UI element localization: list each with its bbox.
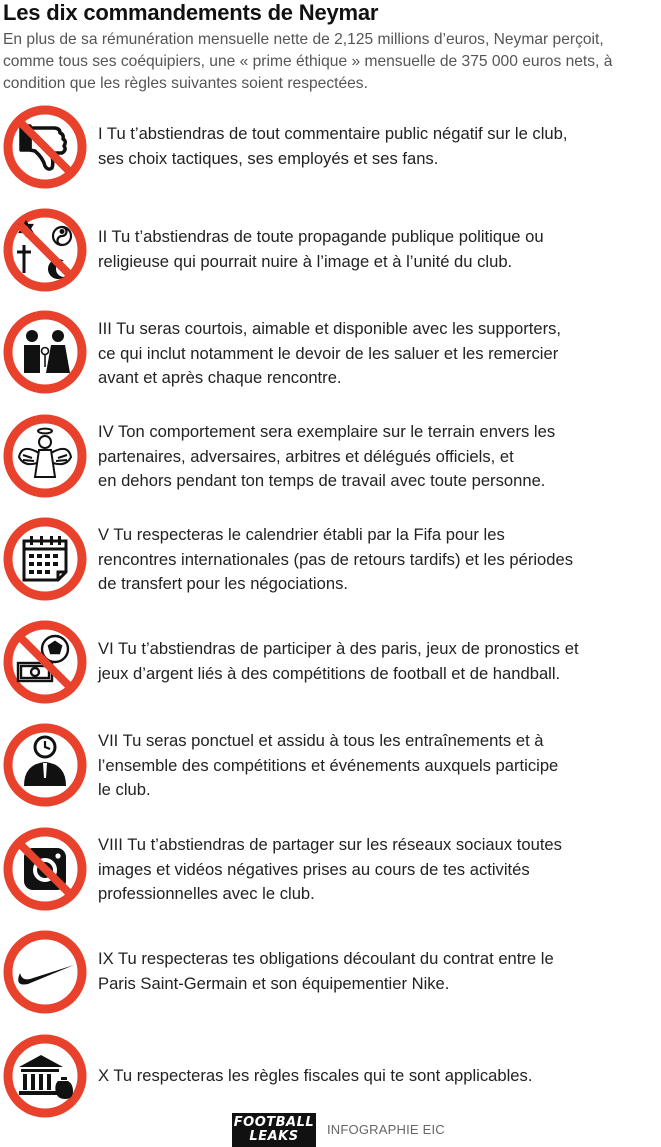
rule-item-1 <box>0 104 661 194</box>
rule-text: II Tu t’abstiendras de toute propagande publique politique ou religieuse qui pourrait nuire à l’image et à l’unité du club. <box>98 227 544 271</box>
angel-icon <box>2 413 88 499</box>
rule-item-9 <box>0 929 661 1019</box>
rule-item-7 <box>0 722 661 812</box>
rule-text: III Tu seras courtois, aimable et disponible avec les supporters, ce qui inclut notamment le devoir de les saluer et les remercier avant et après chaque rencontre. <box>98 319 562 387</box>
betting-ball-money-icon <box>2 619 88 705</box>
page-title: Les dix commandements de Neymar <box>3 0 379 25</box>
instagram-camera-icon <box>2 826 88 912</box>
supporters-greeting-icon <box>2 309 88 395</box>
intro-paragraph: En plus de sa rémunération mensuelle nette de 2,125 millions d’euros, Neymar perçoit, comme tous ses coéquipiers, une « prime éthique » mensuelle de 375 000 euros nets, à condition que les règles suivantes soient respectées. <box>3 31 613 92</box>
thumbs-down-icon <box>2 104 88 190</box>
rule-text: VIII Tu t’abstiendras de partager sur les réseaux sociaux toutes images et vidéos négatives prises au cours de tes activités professionnelles avec le club. <box>98 835 562 903</box>
infographic-credit: INFOGRAPHIE EIC <box>327 1122 445 1137</box>
rule-text: VI Tu t’abstiendras de participer à des paris, jeux de pronostics et jeux d’argent liés à des compétitions de football et de handball. <box>98 639 579 683</box>
rule-item-10 <box>0 1033 661 1123</box>
rule-item-4 <box>0 413 661 503</box>
rule-item-2 <box>0 207 661 297</box>
punctual-clock-person-icon <box>2 722 88 808</box>
bank-tax-icon <box>2 1033 88 1119</box>
nike-swoosh-icon <box>2 929 88 1015</box>
rule-item-5 <box>0 516 661 606</box>
football-leaks-logo: FOOTBALL LEAKS <box>232 1113 316 1147</box>
rule-item-6 <box>0 619 661 709</box>
rule-item-3 <box>0 309 661 399</box>
calendar-icon <box>2 516 88 602</box>
rule-text: I Tu t’abstiendras de tout commentaire public négatif sur le club, ses choix tactiques, ses employés et ses fans. <box>98 124 568 168</box>
religion-symbols-icon <box>2 207 88 293</box>
rule-text: IV Ton comportement sera exemplaire sur le terrain envers les partenaires, adversaires, arbitres et délégués officiels, et en dehors pendant ton temps de travail avec toute personne. <box>98 422 556 490</box>
rule-text: VII Tu seras ponctuel et assidu à tous les entraînements et à l’ensemble des compétitions et événements auxquels participe le club. <box>98 731 559 799</box>
rule-text: V Tu respecteras le calendrier établi par la Fifa pour les rencontres internationales (pas de retours tardifs) et les périodes de transfert pour les négociations. <box>98 525 574 593</box>
rule-text: X Tu respecteras les règles fiscales qui te sont applicables. <box>98 1066 533 1085</box>
rule-text: IX Tu respecteras tes obligations découlant du contrat entre le Paris Saint-Germain et son équipementier Nike. <box>98 949 554 993</box>
rule-item-8 <box>0 826 661 916</box>
